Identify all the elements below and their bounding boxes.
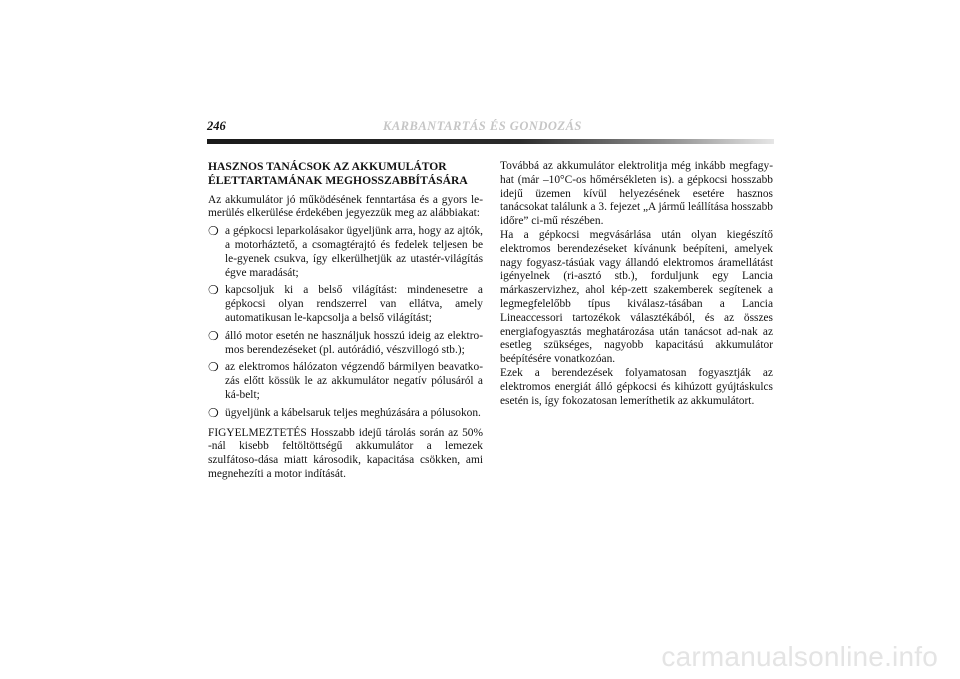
- tips-list: [208, 225, 483, 420]
- body-paragraph: Ezek a berendezések folyamatosan fogyasztják az elektromos energiát álló gépkocsi és kihúzott gyújtáskulcs esetén is, így fokozatosan lemeríthetik az akkumulátort.: [500, 366, 773, 407]
- body-paragraph: Ha a gépkocsi megvásárlása után olyan kiegészítő elektromos berendezéseket kívánunk beépíteni, amelyek nagy fogyasz-tásúak vagy állandó elektromos áramellátást igényelnek (ri-asztó stb.), forduljunk egy Lancia márkaszervizhez, ahol kép-zett szakemberek segítenek a legmegfelelőbb típus kiválasz-tásában a Lancia Lineaccessori tartozékok választékából, és az összes energiafogyasztás meghatározása után tanácsot ad-nak az esetleg szükséges, nagyobb kapacitású akkumulátor beépítésére vonatkozóan.: [500, 228, 773, 366]
- site-watermark: carmanualsonline.info: [661, 641, 938, 672]
- circle-bullet-icon: ❍: [208, 360, 219, 375]
- list-item: [208, 361, 483, 402]
- warning-paragraph: FIGYELMEZTETÉS Hosszabb idejű tárolás során az 50% -nál kisebb feltöltöttségű akkumulátor a lemezek szulfátoso-dása miatt károsodik, kapacitása csökken, ami megnehezíti a motor indítását.: [208, 426, 483, 480]
- list-item: [208, 284, 483, 325]
- list-item-text: az elektromos hálózaton végzendő bármilyen beavatko-zás előtt kössük le az akkumulátor negatív pólusáról a ká-belt;: [225, 361, 483, 401]
- heading-line-2: ÉLETTARTAMÁNAK MEGHOSSZABBÍTÁSÁRA: [208, 173, 468, 187]
- body-paragraph: Továbbá az akkumulátor elektrolitja még inkább megfagy-hat (már –10°C-os hőmérsékleten is). a gépkocsi hosszabb idejű üzemen kívül helyezésének esetére hasznos tanácsokat találunk a 3. fejezet „A jármű leállítása hosszabb időre” ci-mű részében.: [500, 160, 773, 228]
- list-item-text: a gépkocsi leparkolásakor ügyeljünk arra, hogy az ajtók, a motorháztető, a csomagtérajtó és fedelek teljesen be le-gyenek csukva, így elkerülhetjük az utastér-világítás égve maradását;: [225, 225, 483, 279]
- circle-bullet-icon: ❍: [208, 405, 219, 420]
- section-title: KARBANTARTÁS ÉS GONDOZÁS: [383, 119, 582, 133]
- page-number: 246: [207, 119, 226, 133]
- circle-bullet-icon: ❍: [208, 283, 219, 298]
- circle-bullet-icon: ❍: [208, 328, 219, 343]
- header-divider: [207, 139, 774, 144]
- circle-bullet-icon: ❍: [208, 224, 219, 239]
- list-item-text: ügyeljünk a kábelsaruk teljes meghúzására a pólusokon.: [225, 406, 481, 419]
- heading-line-1: HASZNOS TANÁCSOK AZ AKKUMULÁTOR: [208, 160, 447, 173]
- list-item: [208, 407, 483, 421]
- list-item: [208, 225, 483, 280]
- left-column: [208, 160, 483, 482]
- list-item: [208, 330, 483, 358]
- intro-paragraph: Az akkumulátor jó működésének fenntartása és a gyors le-merülés elkerülése érdekében jegyezzük meg az alábbiakat:: [208, 193, 483, 220]
- list-item-text: kapcsoljuk ki a belső világítást: mindenesetre a gépkocsi olyan rendszerrel van ellátva, amely automatikusan le-kapcsolja a belső világítást;: [225, 284, 483, 324]
- right-column: [500, 160, 773, 408]
- section-heading: [208, 160, 483, 188]
- list-item-text: álló motor esetén ne használjuk hosszú ideig az elektro-mos berendezéseket (pl. autórádió, vészvillogó stb.);: [225, 329, 483, 356]
